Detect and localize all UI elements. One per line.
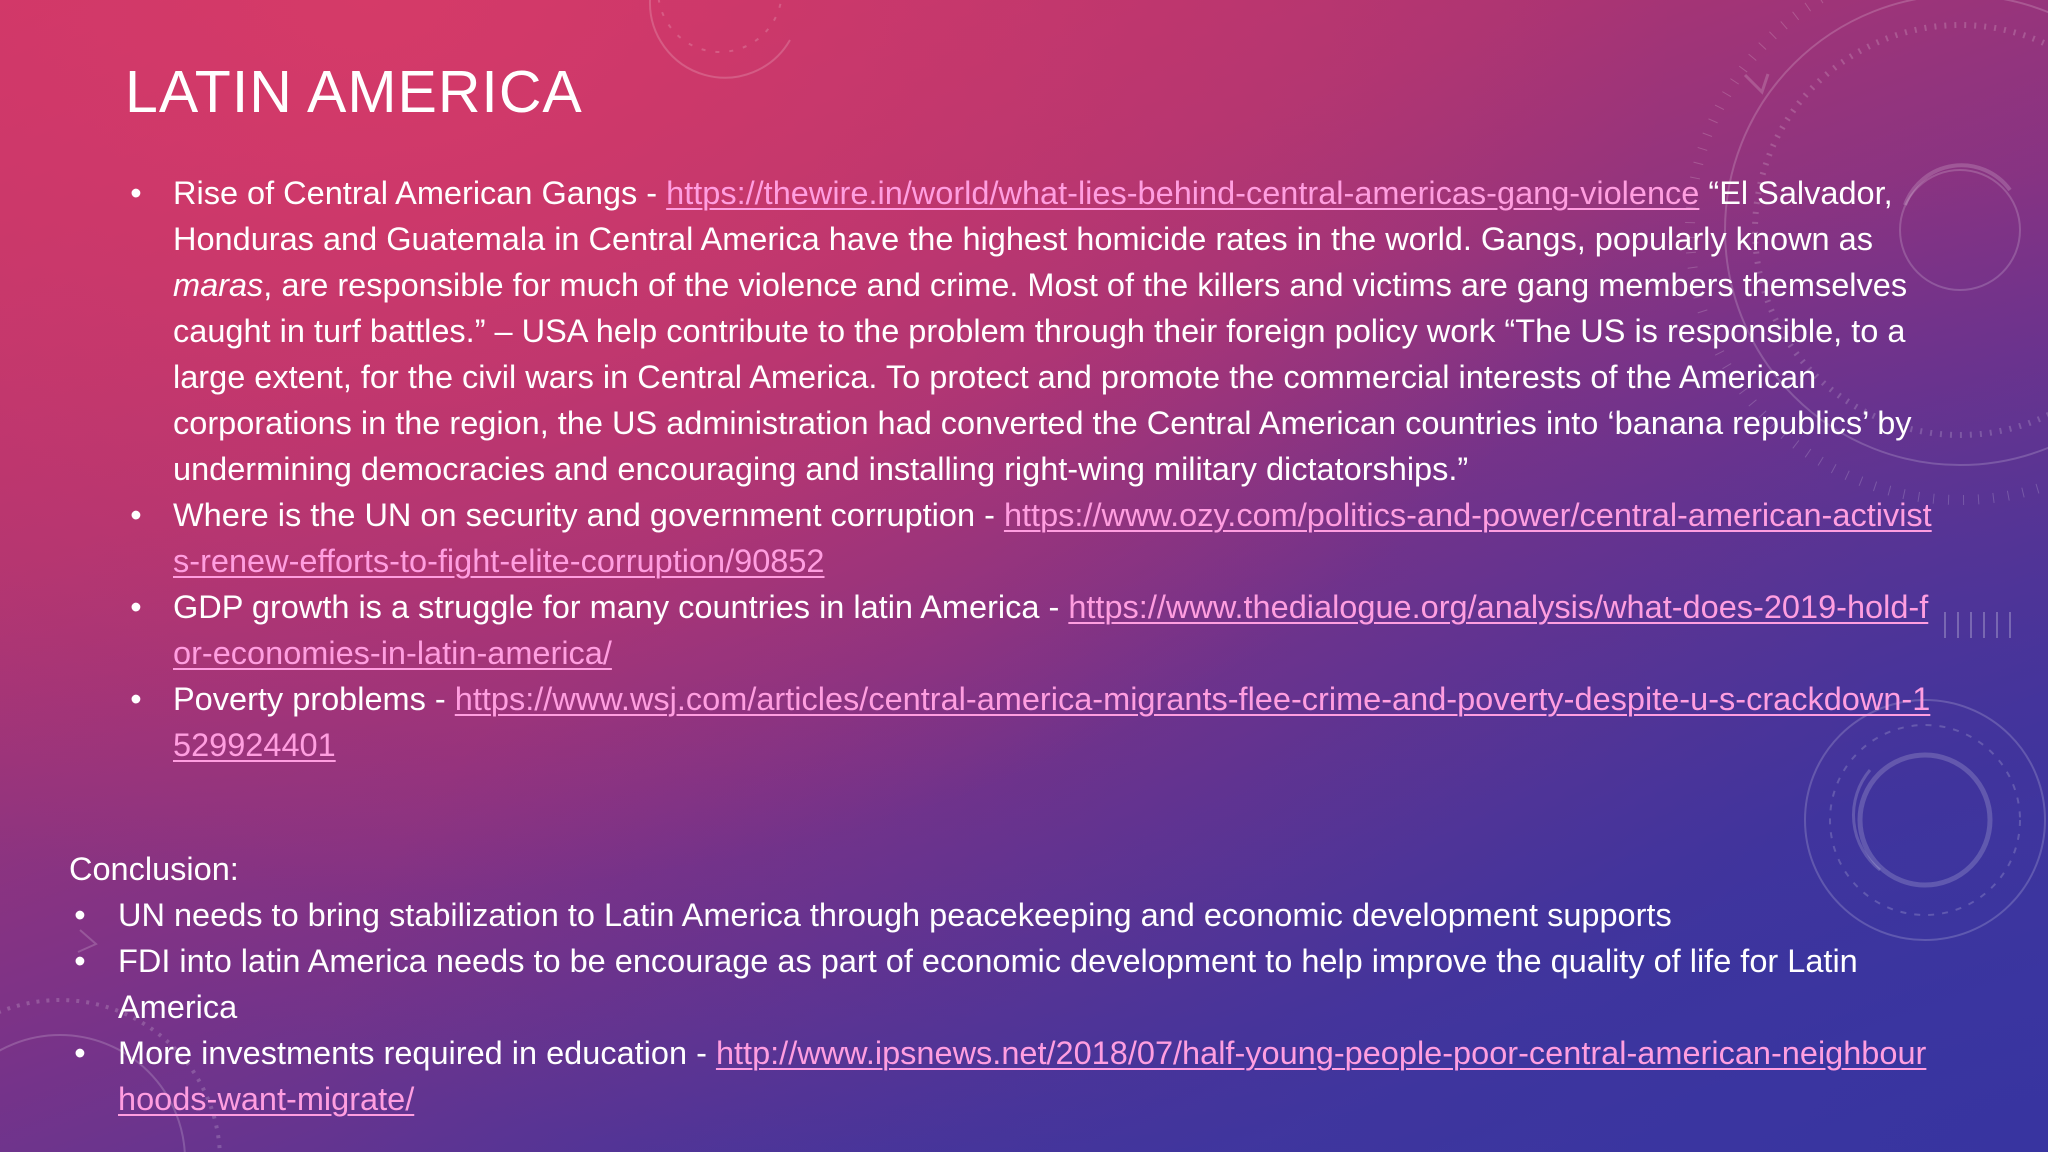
bullet-gdp-growth — [125, 584, 1935, 676]
conclusion-section — [69, 846, 1939, 1122]
bullet-text: Rise of Central American Gangs - — [173, 175, 667, 211]
slide-title: LATIN AMERICA — [125, 59, 583, 125]
bullet-dot: • — [130, 497, 142, 533]
conclusion-item-text: FDI into latin America needs to be encourage as part of economic development to help improve the quality of life for Latin America — [118, 943, 1858, 1025]
link-thedialogue-economies[interactable]: https://www.thedialogue.org/analysis/what-does-2019-hold-for-economies-in-latin-america/ — [173, 589, 1929, 671]
conclusion-item-education — [69, 1030, 1939, 1122]
bullet-quote-part-b: , are responsible for much of the violence and crime. Most of the killers and victims are gang members themselves caught in turf battles.” – USA help contribute to the problem through their foreign policy work “The US is responsible, to a large extent, for the civil wars in Central America. To protect and promote the commercial interests of the American corporations in the region, the US administration had converted the Central American countries into ‘banana republics’ by undermining democracies and encouraging and installing right-wing military dictatorships.” — [173, 267, 1912, 487]
bullet-dot: • — [130, 681, 142, 717]
bullet-quote-part-a: “El Salvador, Honduras and Guatemala in Central America have the highest homicide rates in the world. Gangs, popularly known as — [173, 175, 1893, 257]
link-wsj-migrants[interactable]: https://www.wsj.com/articles/central-america-migrants-flee-crime-and-poverty-despite-u-s-crackdown-1529924401 — [173, 681, 1931, 763]
bullet-dot: • — [74, 1035, 86, 1071]
link-ipsnews-migrate[interactable]: http://www.ipsnews.net/2018/07/half-young-people-poor-central-american-neighbourhoods-want-migrate/ — [118, 1035, 1927, 1117]
bullet-poverty — [125, 676, 1935, 768]
bullet-dot: • — [74, 897, 86, 933]
bullet-central-american-gangs — [125, 170, 1935, 492]
conclusion-item-text: More investments required in education - — [118, 1035, 716, 1071]
bullet-dot: • — [130, 589, 142, 625]
bullet-dot: • — [74, 943, 86, 979]
link-ozy-corruption[interactable]: https://www.ozy.com/politics-and-power/central-american-activists-renew-efforts-to-fight-elite-corruption/90852 — [173, 497, 1932, 579]
main-bullet-list — [125, 170, 1935, 768]
bullet-dot: • — [130, 175, 142, 211]
conclusion-item-fdi — [69, 938, 1939, 1030]
bullet-quote-italic: maras — [173, 267, 264, 303]
main-bullet-list-container — [125, 170, 1935, 768]
link-thewire-gang-violence[interactable]: https://thewire.in/world/what-lies-behind-central-americas-gang-violence — [666, 175, 1700, 211]
conclusion-item-stabilization — [69, 892, 1939, 938]
conclusion-heading: Conclusion: — [69, 851, 239, 887]
conclusion-item-text: UN needs to bring stabilization to Latin America through peacekeeping and economic development supports — [118, 897, 1672, 933]
bullet-text: Poverty problems - — [173, 681, 455, 717]
bullet-text: GDP growth is a struggle for many countries in latin America - — [173, 589, 1069, 625]
bullet-un-corruption — [125, 492, 1935, 584]
bullet-text: Where is the UN on security and government corruption - — [173, 497, 1004, 533]
conclusion-bullet-list — [69, 892, 1939, 1122]
